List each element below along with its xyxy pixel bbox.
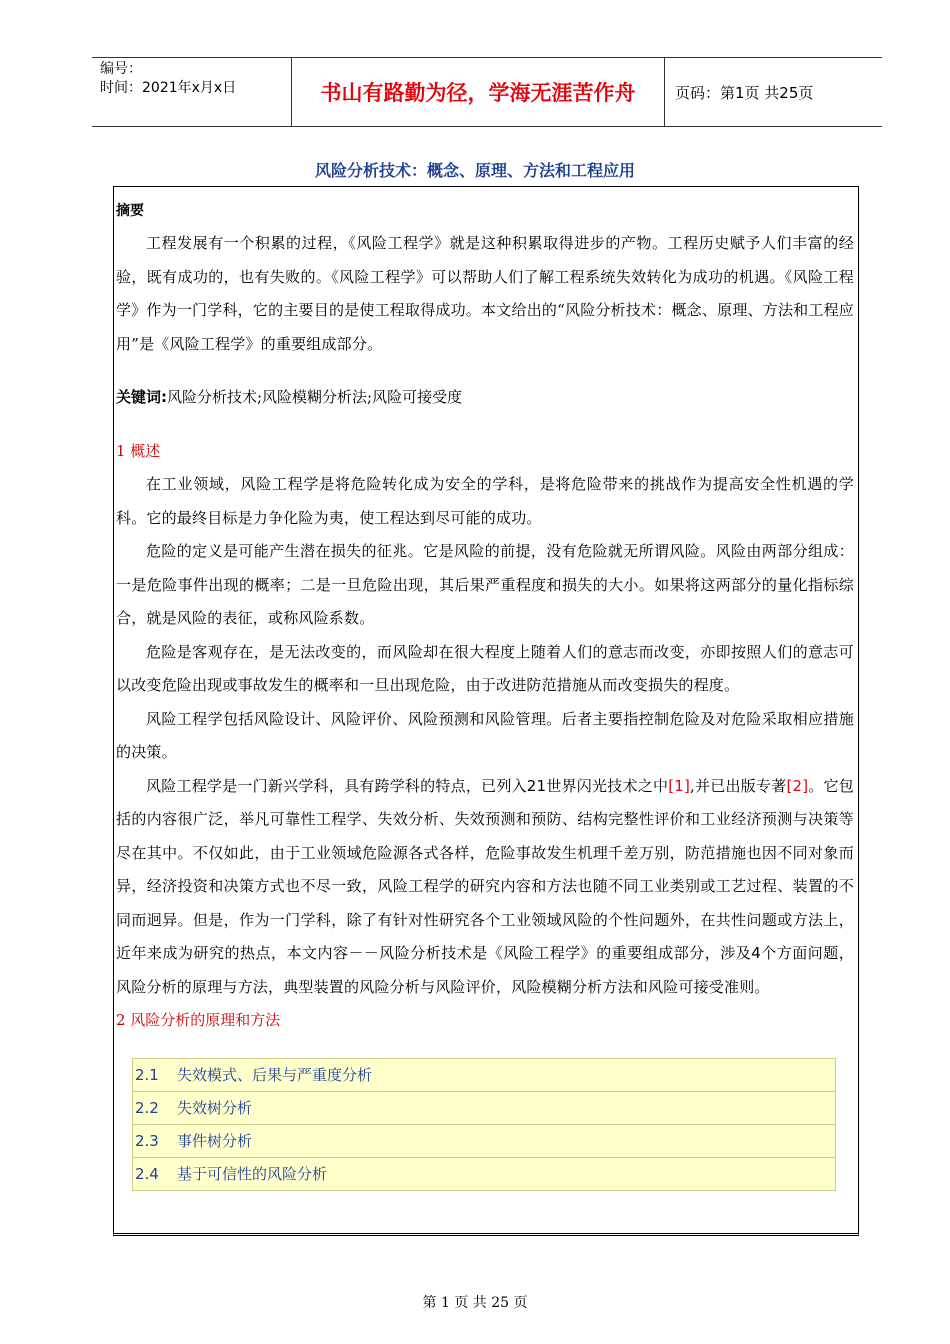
toc-number: 2.4 bbox=[135, 1164, 159, 1183]
toc-item[interactable] bbox=[133, 1059, 835, 1092]
number-run: 4 bbox=[751, 944, 761, 962]
document-title: 风险分析技术：概念、原理、方法和工程应用 bbox=[314, 161, 635, 180]
toc-number: 2.2 bbox=[135, 1098, 159, 1117]
number-run: 21 bbox=[526, 776, 547, 795]
number-label: 编号： bbox=[100, 61, 142, 77]
time-label: 时间：2021年x月x日 bbox=[100, 80, 237, 96]
abstract-text: 工程发展有一个积累的过程，《风险工程学》就是这种积累取得进步的产物。工程历史赋予人们丰富的经验，既有成功的，也有失败的。《风险工程学》可以帮助人们了解工程系统失效转化为成功的机遇。《风险工程学》作为一门学科，它的主要目的是使工程取得成功。本文给出的“风险分析技术：概念、原理、方法和工程应用”是《风险工程学》的重要组成部分。 bbox=[116, 234, 854, 353]
page-header bbox=[92, 57, 882, 127]
paragraph: 风险工程学包括风险设计、风险评价、风险预测和风险管理。后者主要指控制危险及对危险采取相应措施的决策。 bbox=[116, 709, 854, 761]
toc-item[interactable] bbox=[133, 1158, 835, 1190]
toc-text: 失效树分析 bbox=[177, 1098, 253, 1117]
paragraph: 危险是客观存在，是无法改变的，而风险却在很大程度上随着人们的意志而改变，亦即按照人们的意志可以改变危险出现或事故发生的概率和一旦出现危险，由于改进防范措施从而改变损失的程度。 bbox=[116, 642, 854, 694]
section-2-heading: 2 风险分析的原理和方法 bbox=[116, 1011, 281, 1029]
toc-text: 失效模式、后果与严重度分析 bbox=[177, 1065, 373, 1084]
header-motto: 书山有路勤为径，学海无涯苦作舟 bbox=[292, 58, 665, 126]
text-run: 。它包括的内容很广泛，举凡可靠性工程学、失效分析、失效预测和预防、结构完整性评价和工业经济预测与决策等尽在其中。不仅如此，由于工业领域危险源各式各样，危险事故发生机理千差万别，防范措施也因不同对象而异，经济投资和决策方式也不尽一致，风险工程学的研究内容和方法也随不同工业类别或工艺过程、装置的不同而迥异。但是，作为一门学科，除了有针对性研究各个工业领域风险的个性问题外，在共性问题或方法上，近年来成为研究的热点，本文内容－－风险分析技术是《风险工程学》的重要组成部分，涉及 bbox=[116, 776, 854, 962]
keywords bbox=[116, 381, 854, 415]
toc-text: 基于可信性的风险分析 bbox=[177, 1164, 328, 1183]
keywords-label: 关键词: bbox=[116, 388, 167, 406]
section-2-toc bbox=[132, 1058, 836, 1191]
page-footer: 第 1 页 共 25 页 bbox=[422, 1295, 528, 1311]
toc-number: 2.3 bbox=[135, 1131, 159, 1150]
abstract-heading: 摘要 bbox=[116, 203, 144, 219]
toc-text: 事件树分析 bbox=[177, 1131, 253, 1150]
toc-item[interactable] bbox=[133, 1092, 835, 1125]
reference-link-1[interactable]: [1] bbox=[668, 776, 691, 795]
keywords-text: 风险分析技术;风险模糊分析法;风险可接受度 bbox=[167, 388, 463, 406]
header-meta bbox=[92, 58, 292, 126]
paragraph bbox=[116, 770, 854, 1005]
text-run: 世界闪光技术之中 bbox=[546, 776, 669, 795]
toc-number: 2.1 bbox=[135, 1065, 159, 1084]
paragraph: 危险的定义是可能产生潜在损失的征兆。它是风险的前提，没有危险就无所谓风险。风险由两部分组成：一是危险事件出现的概率；二是一旦危险出现，其后果严重程度和损失的大小。如果将这两部分的量化指标综合，就是风险的表征，或称风险系数。 bbox=[116, 542, 854, 627]
text-run: ,并已出版专著 bbox=[690, 776, 787, 795]
header-page-info: 页码：第1页 共25页 bbox=[675, 83, 814, 102]
text-run: 风险工程学是一门新兴学科，具有跨学科的特点，已列入 bbox=[146, 776, 527, 795]
section-1-heading: 1 概述 bbox=[116, 441, 161, 460]
content-box bbox=[113, 186, 859, 1236]
text-run: 个方面问题，风险分析的原理与方法，典型装置的风险分析与风险评价，风险模糊分析方法和风险可接受准则。 bbox=[116, 944, 854, 996]
paragraph: 在工业领域，风险工程学是将危险转化成为安全的学科，是将危险带来的挑战作为提高安全性机遇的学科。它的最终目标是力争化险为夷，使工程达到尽可能的成功。 bbox=[116, 475, 854, 527]
toc-item[interactable] bbox=[133, 1125, 835, 1158]
reference-link-2[interactable]: [2] bbox=[786, 776, 809, 795]
